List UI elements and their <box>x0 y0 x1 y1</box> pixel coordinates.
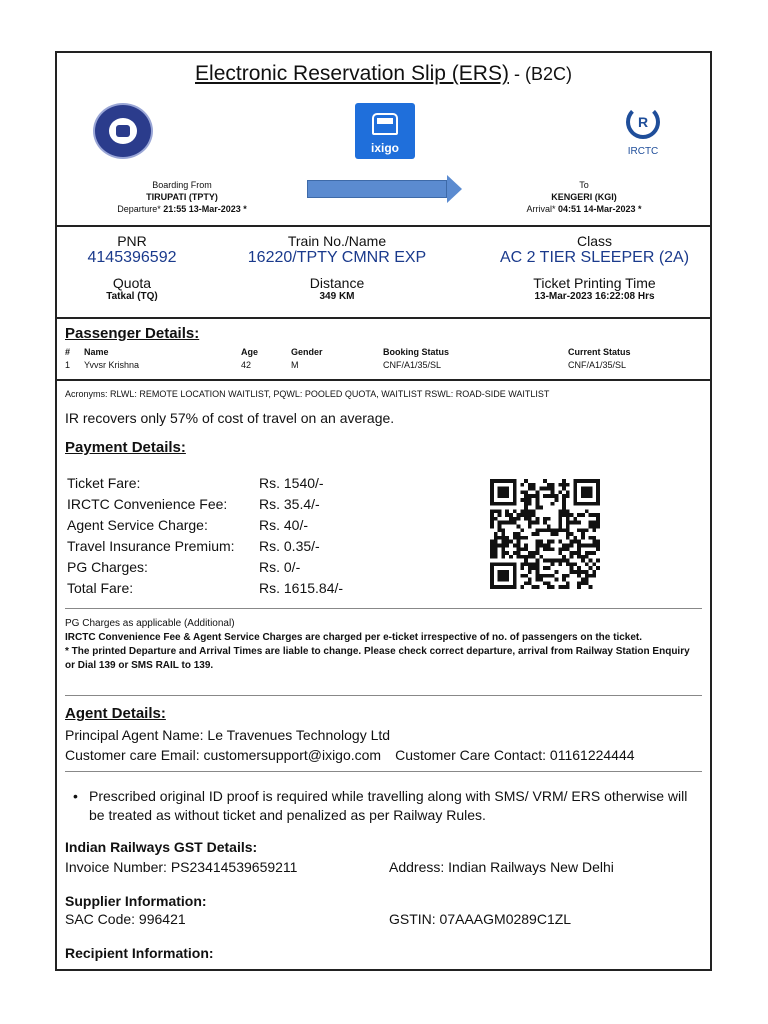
notes-block <box>65 617 702 673</box>
boarding-station-name: TIRUPATI (TPTY) <box>146 192 218 202</box>
pg-charges-label: PG Charges: <box>67 559 148 575</box>
quota-value: Tatkal (TQ) <box>106 291 158 302</box>
distance-label: Distance <box>309 275 365 291</box>
passenger-header-name: Name <box>84 347 109 357</box>
ers-document <box>55 51 712 971</box>
agent-charge-value: Rs. 40/- <box>259 517 309 533</box>
customer-care-contact: Customer Care Contact: 01161224444 <box>395 747 635 763</box>
printing-block <box>477 275 712 302</box>
convenience-fee-value: Rs. 35.4/- <box>259 496 320 512</box>
passenger-row-current: CNF/A1/35/SL <box>568 360 627 370</box>
passenger-header-current: Current Status <box>568 347 631 357</box>
ticket-fare-label: Ticket Fare: <box>67 475 141 491</box>
departure-label: Departure* <box>117 204 164 214</box>
principal-agent: Principal Agent Name: Le Travenues Technology Ltd <box>65 727 391 743</box>
pg-note: PG Charges as applicable (Additional) <box>65 618 235 629</box>
train-block <box>227 233 447 267</box>
irctc-logo-text: IRCTC <box>627 146 659 157</box>
payment-details-title: Payment Details: <box>65 439 186 456</box>
quota-label: Quota <box>112 275 152 291</box>
printing-value: 13-Mar-2023 16:22:08 Hrs <box>534 291 655 302</box>
class-block <box>477 233 712 267</box>
total-fare-label: Total Fare: <box>67 580 134 596</box>
destination-station <box>484 179 684 215</box>
irctc-logo-icon: R IRCTC <box>617 101 669 163</box>
id-proof-text: Prescribed original ID proof is required while travelling along with SMS/ VRM/ ERS otherwise will be treated as without ticket and penalized as per Railway Rules. <box>89 788 688 823</box>
class-label: Class <box>576 233 612 249</box>
divider <box>65 771 702 772</box>
fee-note: IRCTC Convenience Fee & Agent Service Charges are charged per e-ticket irrespective of no. of passengers on the ticket. <box>65 632 643 643</box>
train-icon <box>372 113 398 135</box>
journey-arrow-icon <box>307 180 447 198</box>
train-value: 16220/TPTY CMNR EXP <box>247 249 427 266</box>
invoice-number: Invoice Number: PS23414539659211 <box>65 859 298 875</box>
document-title <box>57 62 710 86</box>
divider <box>65 695 702 696</box>
ixigo-logo-text: ixigo <box>370 141 399 155</box>
distance-block <box>227 275 447 302</box>
passenger-header-age: Age <box>241 347 259 357</box>
passenger-header-booking: Booking Status <box>383 347 450 357</box>
divider <box>57 317 710 319</box>
class-value: AC 2 TIER SLEEPER (2A) <box>499 249 690 266</box>
gstin: GSTIN: 07AAAGM0289C1ZL <box>389 911 572 927</box>
departure-value: 21:55 13-Mar-2023 * <box>163 204 247 214</box>
payment-labels <box>67 473 235 599</box>
gst-title: Indian Railways GST Details: <box>65 839 258 855</box>
passenger-row-num: 1 <box>65 360 71 370</box>
total-fare-value: Rs. 1615.84/- <box>259 580 344 596</box>
pnr-block <box>57 233 207 267</box>
arrival-label: Arrival* <box>526 204 558 214</box>
passenger-row-booking: CNF/A1/35/SL <box>383 360 442 370</box>
times-note: * The printed Departure and Arrival Times are liable to change. Please check correct departure, arrival from Railway Station Enquiry or Dial 139 or SMS RAIL to 139. <box>65 646 690 671</box>
pg-charges-value: Rs. 0/- <box>259 559 301 575</box>
printing-label: Ticket Printing Time <box>533 275 656 291</box>
convenience-fee-label: IRCTC Convenience Fee: <box>67 496 228 512</box>
agent-charge-label: Agent Service Charge: <box>67 517 208 533</box>
recipient-title: Recipient Information: <box>65 945 214 961</box>
arrival-value: 04:51 14-Mar-2023 * <box>557 204 642 214</box>
passenger-row-age: 42 <box>241 360 252 370</box>
pnr-label: PNR <box>117 233 147 249</box>
insurance-value: Rs. 0.35/- <box>259 538 320 554</box>
train-label: Train No./Name <box>287 233 387 249</box>
ixigo-logo-icon <box>355 103 415 159</box>
boarding-station <box>82 179 282 215</box>
agent-info <box>65 725 635 765</box>
title-main: Electronic Reservation Slip (ERS) <box>195 62 509 85</box>
title-sub: - (B2C) <box>508 64 572 84</box>
destination-station-name: KENGERI (KGI) <box>551 192 617 202</box>
gst-address: Address: Indian Railways New Delhi <box>389 859 614 875</box>
pnr-value: 4145396592 <box>87 249 177 266</box>
bullet-dot: • <box>73 788 78 804</box>
passenger-row-name: Yvvsr Krishna <box>84 360 140 370</box>
divider <box>57 225 710 227</box>
passenger-details-title: Passenger Details: <box>65 325 200 342</box>
qr-code-icon <box>487 479 603 589</box>
ticket-fare-value: Rs. 1540/- <box>259 475 324 491</box>
sac-code: SAC Code: 996421 <box>65 911 186 927</box>
indian-railways-logo-icon <box>93 103 153 159</box>
supplier-title: Supplier Information: <box>65 893 207 909</box>
boarding-label: Boarding From <box>152 180 212 190</box>
passenger-header-gender: Gender <box>291 347 323 357</box>
ir-cost-note: IR recovers only 57% of cost of travel on an average. <box>65 410 395 426</box>
acronyms-note: Acronyms: RLWL: REMOTE LOCATION WAITLIST, PQWL: POOLED QUOTA, WAITLIST RSWL: ROAD-SIDE WAITLIST <box>65 389 550 399</box>
quota-block <box>57 275 207 302</box>
divider <box>57 379 710 381</box>
passenger-header-num: # <box>65 347 71 357</box>
payment-values <box>259 473 343 599</box>
insurance-label: Travel Insurance Premium: <box>67 538 235 554</box>
distance-value: 349 KM <box>319 291 355 302</box>
customer-care-email: Customer care Email: customersupport@ixigo.com <box>65 747 382 763</box>
passenger-row-gender: M <box>291 360 299 370</box>
agent-details-title: Agent Details: <box>65 705 166 722</box>
divider <box>65 608 702 609</box>
to-label: To <box>579 180 589 190</box>
